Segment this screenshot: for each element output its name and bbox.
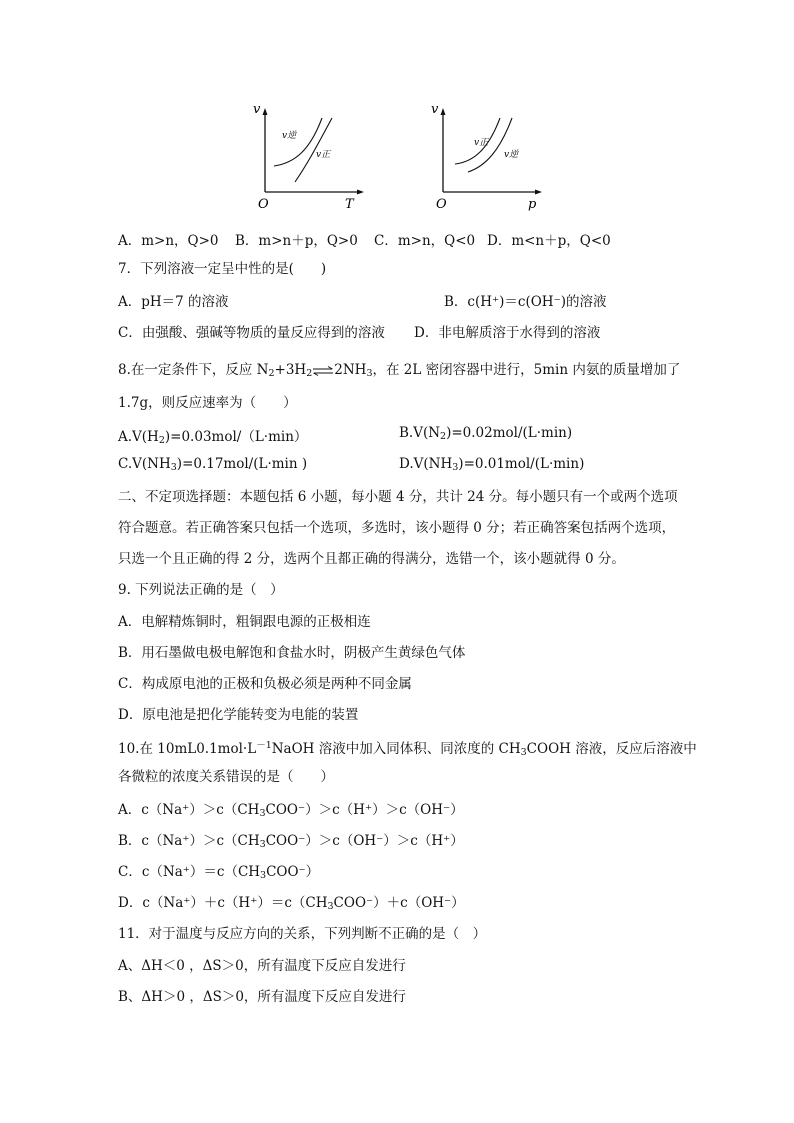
q9-option-b: B．用石墨做电极电解饱和食盐水时，阴极产生黄绿色气体: [118, 645, 466, 661]
q10-stem: 10.在 $10mL0.1mol\cdot L^{-1}NaOH$ 溶液中加入同体积、同浓度的 $CH_3COOH$ 溶液，反应后溶液中: [118, 740, 697, 758]
y-axis-arrow: [263, 108, 268, 115]
x-axis-arrow: [535, 190, 542, 195]
q6-option-c: C．m>n，Q<0: [374, 233, 476, 249]
q11-option-a: A、ΔH＜0 ，ΔS＞0，所有温度下反应自发进行: [118, 958, 406, 974]
q10-option-b: B．$c(Na^+)>c(CH_3COO^-)>c(OH^-)>c(H^+)$: [118, 833, 464, 850]
x-axis-arrow: [357, 190, 364, 195]
q11-option-b: B、ΔH＞0 ，ΔS＞0，所有温度下反应自发进行: [118, 989, 406, 1005]
graph-x-label: T: [345, 197, 354, 212]
q7-option-b: B．c(H⁺)＝c(OH⁻)的溶液: [444, 294, 607, 310]
q8-option-d: $D.V(NH_3)=0.01mol/(L\cdot\min)$: [399, 456, 585, 473]
q7-option-c: C．由强酸、强碱等物质的量反应得到的溶液: [118, 325, 385, 341]
curve-label-2: v正: [316, 150, 331, 160]
q6-option-a: A．m>n，Q>0: [118, 233, 219, 249]
q8-stem: 8.在一定条件下，反应 $N_2+3H_2$ $2NH_3$，在 2L 密闭容器中进行，5min 内氨的质量增加了: [118, 362, 681, 379]
graph-v-vs-pressure: [428, 100, 558, 212]
curve-label-1: v逆: [282, 131, 297, 141]
graph-x-label: p: [528, 197, 537, 212]
graph-y-label: v: [431, 102, 439, 117]
q6-option-b: B．m>n＋p，Q>0: [235, 233, 358, 249]
q8-option-c: $C.V(NH_3)=0.17mol/(L\cdot\min$ ): [118, 456, 308, 473]
q10-option-a: A．$c(Na^+)>c(CH_3COO^-)>c(H^+)>c(OH^-)$: [118, 802, 464, 819]
graph-v-vs-temperature: [250, 100, 380, 212]
q7-option-d: D．非电解质溶于水得到的溶液: [414, 325, 601, 341]
q10-stem-line2: 各微粒的浓度关系错误的是（ ）: [118, 769, 334, 785]
q9-option-c: C．构成原电池的正极和负极必须是两种不同金属: [118, 676, 412, 692]
q9-option-a: A．电解精炼铜时，粗铜跟电源的正极相连: [118, 614, 371, 630]
q8-option-a: $A.V(H_2)=0.03mol/(L\cdot\min)$: [118, 429, 308, 446]
q10-option-c: C．$c(Na^+)=c(CH_3COO^-)$: [118, 864, 320, 881]
graph-origin-label: O: [258, 197, 269, 212]
curve-label-1: v正: [474, 138, 489, 148]
curve-label-2: v逆: [504, 150, 519, 160]
q10-option-d: D．$c(Na^+)+c(H^+)=c(CH_3COO^-)+c(OH^-)$: [118, 895, 465, 912]
q8-stem-line2: 1.7g，则反应速率为（ ）: [118, 395, 297, 411]
graph-origin-label: O: [436, 197, 447, 212]
curve-v-reverse: [274, 118, 322, 166]
graph-y-label: v: [253, 102, 261, 117]
q6-option-d: D．m<n＋p，Q<0: [487, 233, 611, 249]
equilibrium-arrow-icon: [312, 366, 334, 376]
q7-option-a: A．pH＝7 的溶液: [118, 294, 229, 310]
section-2-instructions: 二、不定项选择题：本题包括 6 小题，每小题 4 分，共计 24 分。每小题只有一个或两个选项符合题意。若正确答案只包括一个选项，多选时，该小题得 0 分；若正确答案包括两个选项，只选一个且正确的得 2 分，选两个且都正确的得满分，选错一个，该小题就得 0 分。: [118, 489, 678, 567]
q7-stem: 7．下列溶液一定呈中性的是( ): [118, 261, 327, 277]
q11-stem: 11．对于温度与反应方向的关系，下列判断不正确的是（ ）: [118, 926, 487, 942]
y-axis-arrow: [441, 108, 446, 115]
q9-option-d: D．原电池是把化学能转变为电能的装置: [118, 707, 359, 723]
q8-option-b: $B.V(N_2)=0.02mol/(L\cdot\min)$: [399, 425, 573, 442]
q9-stem: 9. 下列说法正确的是（ ）: [118, 582, 284, 598]
